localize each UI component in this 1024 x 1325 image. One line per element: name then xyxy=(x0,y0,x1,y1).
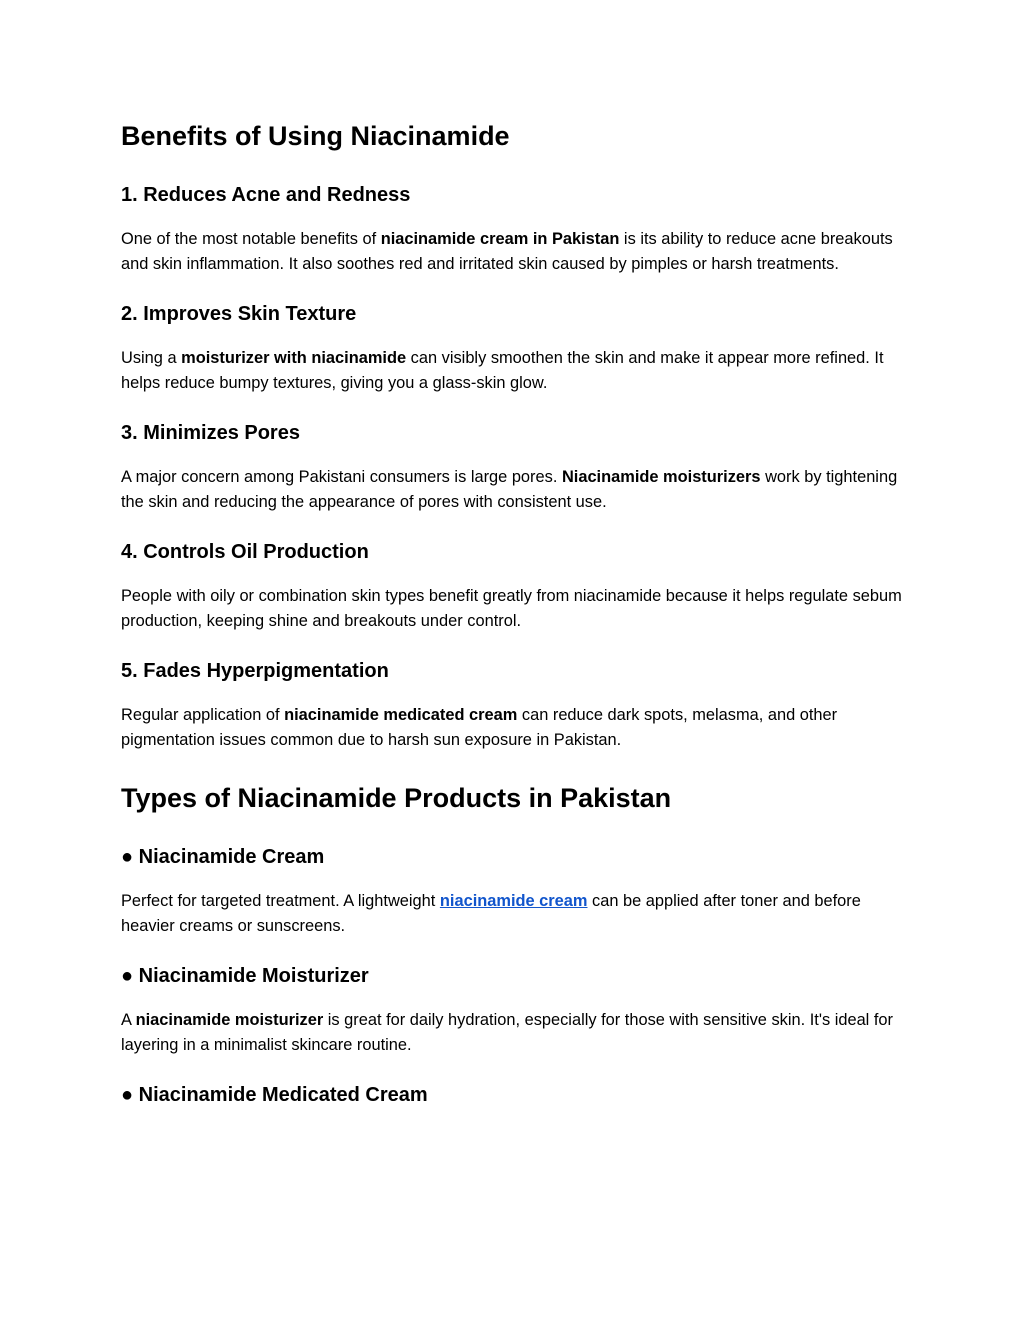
bold-keyword: moisturizer with niacinamide xyxy=(181,349,407,367)
bold-keyword: niacinamide moisturizer xyxy=(135,1011,324,1029)
paragraph-text: is great for daily hydration, especially for those with sensitive skin. It's ideal for layering in a minimalist skincare routine. xyxy=(121,1011,894,1054)
bold-keyword: niacinamide cream in Pakistan xyxy=(380,230,620,248)
heading-niacinamide-moisturizer: ● Niacinamide Moisturizer xyxy=(121,965,369,987)
heading-niacinamide-medicated-cream: ● Niacinamide Medicated Cream xyxy=(121,1084,428,1106)
bold-keyword: Niacinamide moisturizers xyxy=(561,468,761,486)
paragraph-fades-hyperpigmentation xyxy=(121,703,911,752)
paragraph-controls-oil: People with oily or combination skin types benefit greatly from niacinamide because it helps regulate sebum production, keeping shine and breakouts under control. xyxy=(121,587,902,630)
paragraph-text: One of the most notable benefits of xyxy=(121,230,381,248)
paragraph-niacinamide-cream xyxy=(121,889,911,938)
niacinamide-cream-link[interactable]: niacinamide cream xyxy=(439,892,588,910)
paragraph-niacinamide-moisturizer xyxy=(121,1008,911,1057)
section-title-types: Types of Niacinamide Products in Pakistan xyxy=(121,783,672,813)
paragraph-text: is its ability to reduce acne breakouts and skin inflammation. It also soothes red and irritated skin caused by pimples or harsh treatments. xyxy=(121,230,893,273)
paragraph-reduces-acne xyxy=(121,227,911,276)
bold-keyword: niacinamide medicated cream xyxy=(284,706,518,724)
paragraph-text: Regular application of xyxy=(121,706,285,724)
heading-niacinamide-cream: ● Niacinamide Cream xyxy=(121,846,325,868)
paragraph-improves-texture xyxy=(121,346,911,395)
heading-minimizes-pores: 3. Minimizes Pores xyxy=(121,422,300,444)
paragraph-minimizes-pores xyxy=(121,465,911,514)
paragraph-text: can reduce dark spots, melasma, and other pigmentation issues common due to harsh sun exposure in Pakistan. xyxy=(121,706,838,749)
heading-fades-hyperpigmentation: 5. Fades Hyperpigmentation xyxy=(121,660,389,682)
heading-reduces-acne: 1. Reduces Acne and Redness xyxy=(121,184,411,206)
paragraph-text: Perfect for targeted treatment. A lightweight xyxy=(121,892,440,910)
heading-controls-oil: 4. Controls Oil Production xyxy=(121,541,369,563)
paragraph-text: work by tightening the skin and reducing the appearance of pores with consistent use. xyxy=(121,468,898,511)
paragraph-text: A major concern among Pakistani consumers is large pores. xyxy=(121,468,562,486)
paragraph-text: Using a xyxy=(121,349,182,367)
document-content xyxy=(121,118,911,1109)
paragraph-text: can visibly smoothen the skin and make it appear more refined. It helps reduce bumpy textures, giving you a glass-skin glow. xyxy=(121,349,884,392)
heading-improves-texture: 2. Improves Skin Texture xyxy=(121,303,357,325)
paragraph-text: A xyxy=(121,1011,136,1029)
section-title-benefits: Benefits of Using Niacinamide xyxy=(121,121,510,151)
paragraph-text: can be applied after toner and before heavier creams or sunscreens. xyxy=(121,892,861,935)
